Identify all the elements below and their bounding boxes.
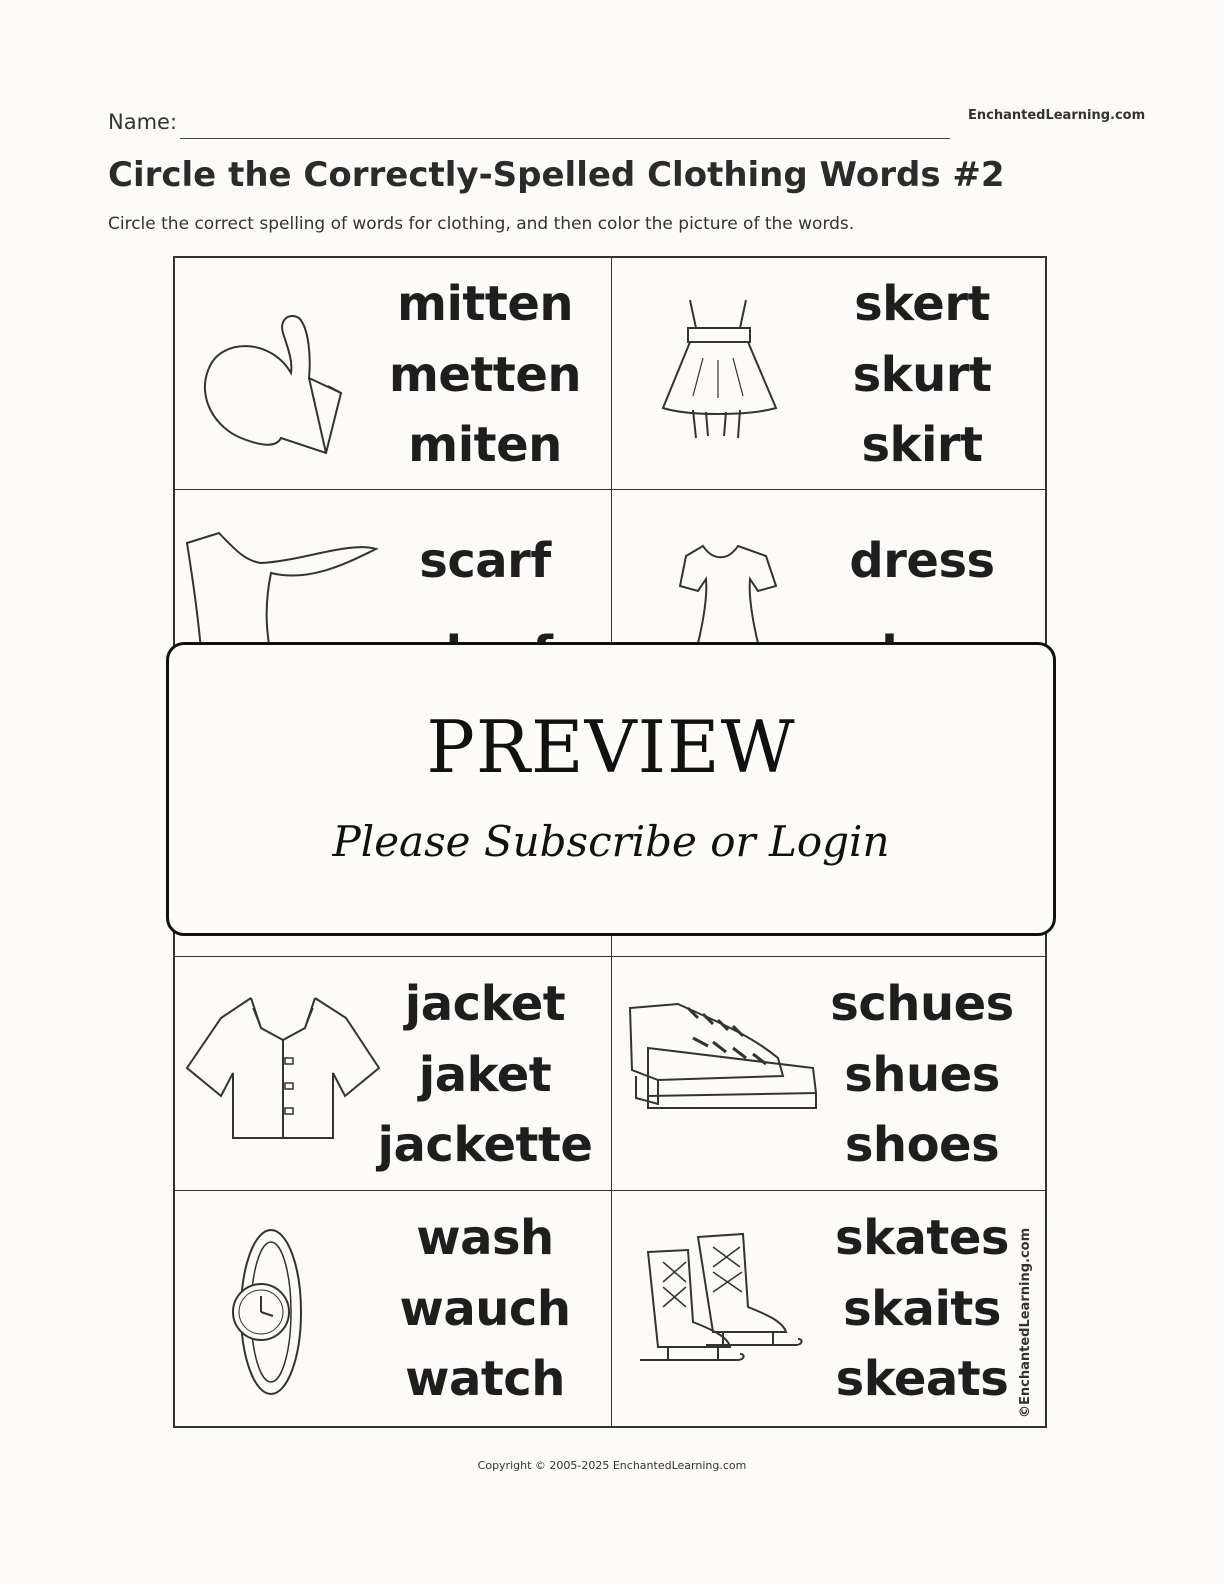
word-option[interactable]: skeats xyxy=(835,1350,1009,1407)
word-option[interactable]: watch xyxy=(405,1350,565,1407)
preview-title: PREVIEW xyxy=(426,705,796,789)
site-brand: EnchantedLearning.com xyxy=(968,108,1146,123)
instructions: Circle the correct spelling of words for clothing, and then color the picture of the words. xyxy=(108,214,855,234)
word-list xyxy=(802,1192,1042,1425)
cell-watch xyxy=(175,1192,611,1425)
word-option[interactable]: jackette xyxy=(377,1116,593,1173)
word-list xyxy=(365,1192,605,1425)
word-list xyxy=(802,258,1042,491)
cell-mitten xyxy=(175,258,611,491)
grid-divider-row-3 xyxy=(173,956,1047,957)
name-label: Name: xyxy=(108,110,178,134)
word-option[interactable]: miten xyxy=(408,416,562,473)
word-option[interactable]: skurt xyxy=(852,346,992,403)
word-option[interactable]: skaits xyxy=(843,1280,1001,1337)
word-option[interactable]: wash xyxy=(416,1210,554,1267)
name-line xyxy=(180,138,950,139)
word-list xyxy=(802,958,1042,1191)
skates-icon xyxy=(618,1212,828,1402)
name-row xyxy=(108,110,951,140)
jacket-icon xyxy=(181,978,391,1168)
skirt-icon xyxy=(618,278,828,468)
word-option[interactable]: metten xyxy=(388,346,582,403)
word-option[interactable]: skert xyxy=(854,276,990,333)
mitten-icon xyxy=(181,278,391,468)
word-option[interactable]: shoes xyxy=(844,1116,1000,1173)
word-option[interactable]: skirt xyxy=(861,416,983,473)
word-option[interactable]: wauch xyxy=(399,1280,571,1337)
word-option[interactable]: shues xyxy=(844,1046,1000,1103)
watch-icon xyxy=(181,1212,391,1402)
word-list xyxy=(365,258,605,491)
word-option[interactable]: skates xyxy=(835,1210,1009,1267)
cell-jacket xyxy=(175,958,611,1191)
side-credit: ©EnchantedLearning.com xyxy=(1018,1227,1033,1418)
cell-shoes xyxy=(612,958,1048,1191)
subscribe-login-prompt[interactable]: Please Subscribe or Login xyxy=(332,817,890,866)
shoes-icon xyxy=(618,978,828,1168)
page-title: Circle the Correctly-Spelled Clothing Words #2 xyxy=(108,155,1005,195)
word-option[interactable]: scarf xyxy=(419,532,551,589)
word-option[interactable]: jaket xyxy=(418,1046,552,1103)
cell-skirt xyxy=(612,258,1048,491)
cell-skates xyxy=(612,1192,1048,1425)
word-list xyxy=(365,958,605,1191)
preview-overlay xyxy=(166,642,1056,936)
word-option[interactable]: jacket xyxy=(404,976,566,1033)
word-option[interactable]: dress xyxy=(849,532,995,589)
copyright: Copyright © 2005-2025 EnchantedLearning.com xyxy=(477,1459,747,1472)
word-option[interactable]: mitten xyxy=(396,276,574,333)
word-option[interactable]: schues xyxy=(830,976,1014,1033)
